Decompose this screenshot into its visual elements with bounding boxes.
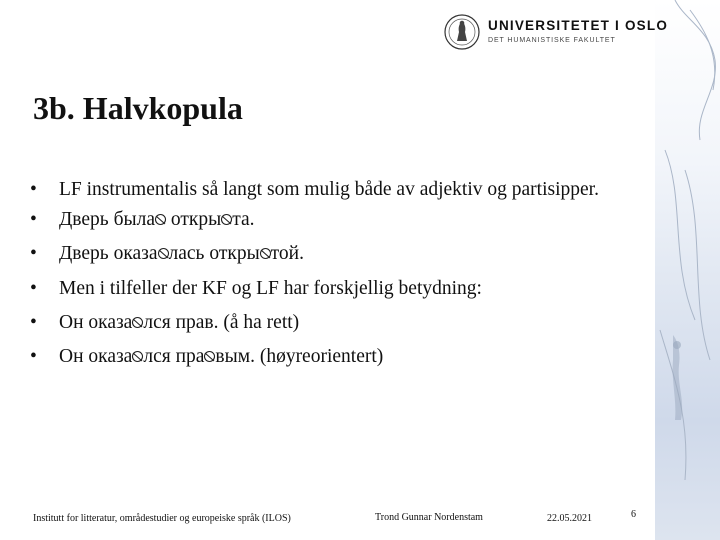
slide-title: 3b. Halvkopula: [33, 90, 243, 126]
bullet-text: Он оказа: [59, 311, 133, 333]
bullet-text: Он оказа: [59, 346, 133, 368]
bullet-item: [30, 311, 645, 335]
bullet-text: Дверь была: [59, 209, 155, 231]
faculty-name: DET HUMANISTISKE FAKULTET: [488, 37, 616, 44]
bullet-item: [30, 208, 645, 232]
bullet-text: лась откры: [168, 243, 260, 265]
sculpture-illustration: [655, 0, 720, 540]
bullet-item: [30, 345, 645, 369]
bullet-item: [30, 277, 645, 301]
university-seal-icon: [444, 14, 480, 50]
bullet-text: лся пра: [143, 346, 205, 368]
bullet-text: Дверь оказа: [59, 243, 158, 265]
footer-institute: Institutt for litteratur, områdestudier og europeiske språk (ILOS): [33, 513, 291, 524]
bullet-text: Men i tilfeller der KF og LF har forskjellig betydning:: [59, 277, 482, 299]
bullet-text: та.: [232, 209, 255, 231]
bullet-list: [30, 178, 645, 379]
bullet-text: LF instrumentalis så langt som mulig både av adjektiv og partisipper.: [59, 179, 599, 200]
footer-author: Trond Gunnar Nordenstam: [375, 512, 483, 523]
page-number: 6: [631, 509, 636, 520]
bullet-text: вым. (høyreorientert): [215, 346, 384, 368]
university-name: UNIVERSITETET I OSLO: [488, 18, 669, 33]
footer-date: 22.05.2021: [547, 513, 592, 524]
decorative-side-band: [655, 0, 720, 540]
bullet-text: лся прав. (å ha rett): [143, 311, 300, 333]
bullet-item: [30, 242, 645, 266]
bullet-item: [30, 178, 645, 202]
bullet-text: откры: [165, 209, 222, 231]
bullet-text: той.: [270, 243, 304, 265]
